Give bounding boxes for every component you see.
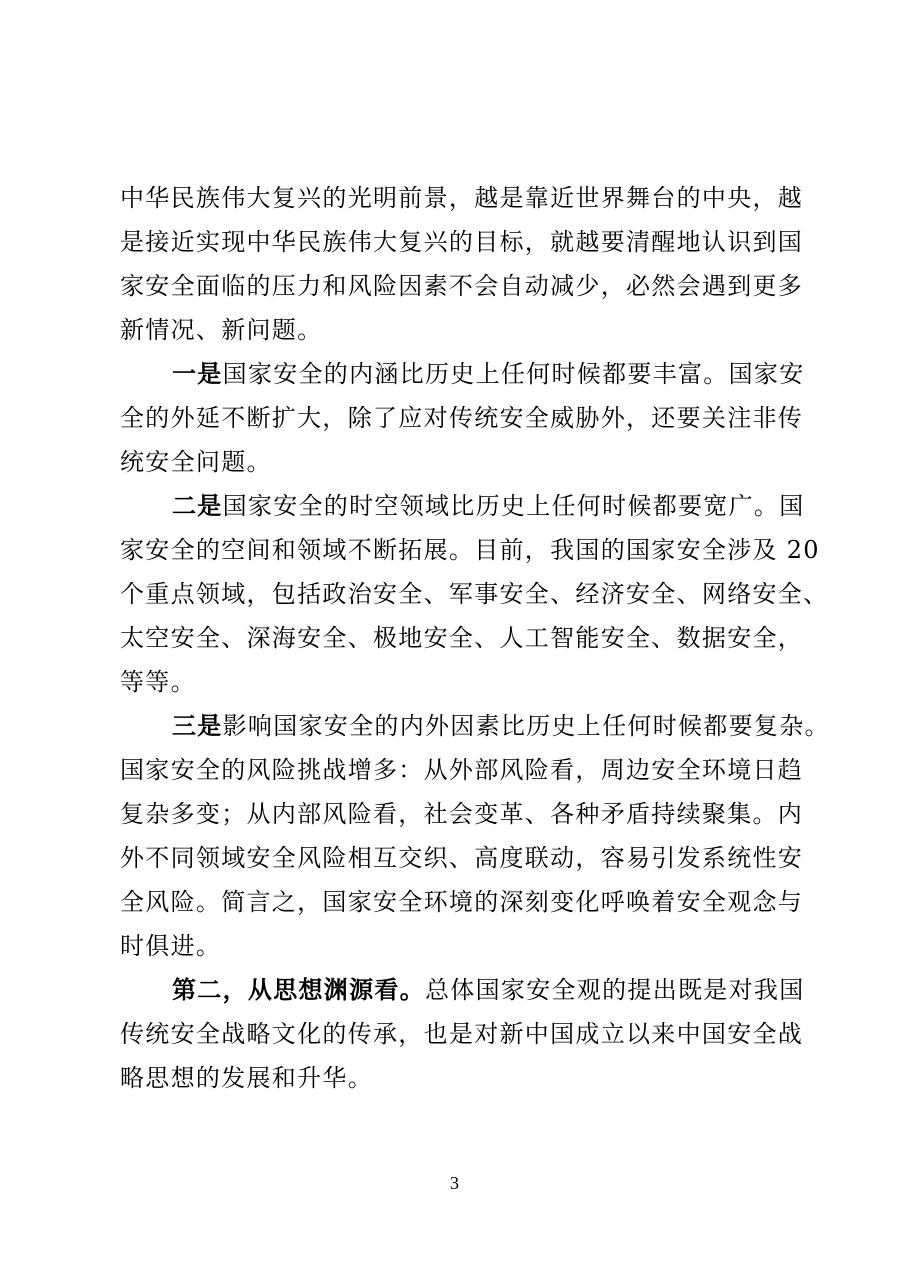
paragraph-5-line-2: 传统安全战略文化的传承，也是对新中国成立以来中国安全战 [120, 1020, 804, 1048]
paragraph-3-lead: 二是 [172, 491, 223, 520]
paragraph-2-line-2: 全的外延不断扩大，除了应对传统安全威胁外，还要关注非传 [120, 404, 804, 432]
paragraph-4-line-1 [172, 704, 830, 748]
paragraph-3-line-4: 太空安全、深海安全、极地安全、人工智能安全、数据安全， [120, 624, 804, 652]
paragraph-4-line-6: 时俱进。 [120, 932, 222, 960]
paragraph-5-line-1 [172, 968, 805, 1012]
paragraph-3-line-2: 家安全的空间和领域不断拓展。目前，我国的国家安全涉及 20 [120, 536, 820, 564]
paragraph-5-lead: 第二，从思想渊源看。 [172, 975, 425, 1004]
paragraph-4-line-2: 国家安全的风险挑战增多：从外部风险看，周边安全环境日趋 [120, 756, 804, 784]
paragraph-4-line-3: 复杂多变；从内部风险看，社会变革、各种矛盾持续聚集。内 [120, 800, 804, 828]
paragraph-2-line-1-text: 国家安全的内涵比历史上任何时候都要丰富。国家安 [222, 360, 805, 388]
paragraph-1-line-3: 家安全面临的压力和风险因素不会自动减少，必然会遇到更多 [120, 272, 804, 300]
paragraph-4-line-4: 外不同领域安全风险相互交织、高度联动，容易引发系统性安 [120, 844, 804, 872]
paragraph-2-lead: 一是 [172, 359, 223, 388]
paragraph-3-line-3: 个重点领域，包括政治安全、军事安全、经济安全、网络安全、 [120, 580, 829, 608]
paragraph-3-line-1-text: 国家安全的时空领域比历史上任何时候都要宽广。国 [222, 492, 805, 520]
paragraph-2-line-1 [172, 352, 805, 396]
paragraph-4-line-5: 全风险。简言之，国家安全环境的深刻变化呼唤着安全观念与 [120, 888, 804, 916]
paragraph-3-line-5: 等等。 [120, 668, 196, 696]
paragraph-1-line-2: 是接近实现中华民族伟大复兴的目标，就越要清醒地认识到国 [120, 228, 804, 256]
page-number: 3 [450, 1173, 459, 1193]
paragraph-2-line-3: 统安全问题。 [120, 448, 272, 476]
paragraph-1-line-1: 中华民族伟大复兴的光明前景，越是靠近世界舞台的中央，越 [120, 184, 804, 212]
paragraph-1-line-4: 新情况、新问题。 [120, 316, 323, 344]
paragraph-5-line-1-text: 总体国家安全观的提出既是对我国 [425, 976, 805, 1004]
paragraph-4-lead: 三是 [172, 711, 223, 740]
paragraph-3-line-1 [172, 484, 805, 528]
paragraph-4-line-1-text: 影响国家安全的内外因素比历史上任何时候都要复杂。 [222, 712, 830, 740]
paragraph-5-line-3: 略思想的发展和升华。 [120, 1064, 373, 1092]
